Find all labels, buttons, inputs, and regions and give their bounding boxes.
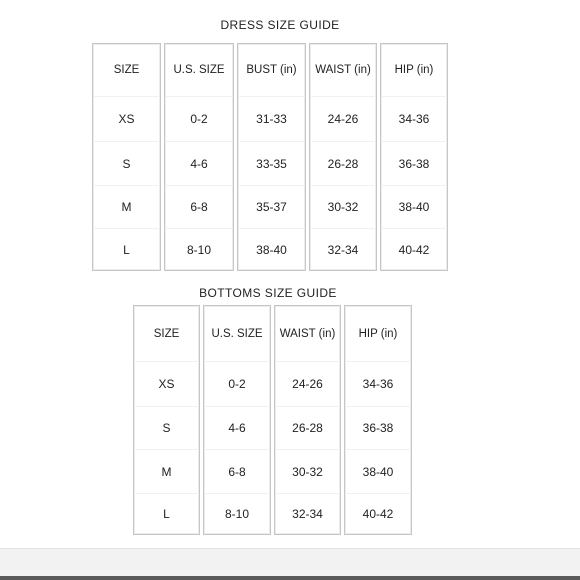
dress-size-table [92, 43, 448, 271]
dress-cell: 31-33 [238, 96, 305, 141]
bottoms-column-us-size [203, 305, 271, 535]
bottoms-header-hip: HIP (in) [358, 327, 398, 340]
dress-header-hip: HIP (in) [394, 64, 434, 76]
dress-cell: 33-35 [238, 141, 305, 185]
bottoms-column-size [133, 305, 200, 535]
dress-header-size: SIZE [113, 64, 140, 76]
dress-cell: 32-34 [310, 228, 376, 270]
dress-cell: 4-6 [165, 141, 233, 185]
dress-cell: 38-40 [381, 185, 447, 228]
dress-header-waist: WAIST (in) [315, 64, 371, 76]
dress-cell: 0-2 [165, 96, 233, 141]
dress-cell: 35-37 [238, 185, 305, 228]
bottoms-header-waist: WAIST (in) [279, 327, 336, 340]
bottoms-cell: M [134, 449, 199, 493]
bottoms-cell: 36-38 [345, 406, 411, 449]
bottoms-cell: XS [134, 361, 199, 406]
dress-cell: 36-38 [381, 141, 447, 185]
bottoms-header-size: SIZE [153, 327, 180, 340]
dress-cell: 30-32 [310, 185, 376, 228]
dress-column-bust [237, 43, 306, 271]
bottoms-header-us-size: U.S. SIZE [211, 327, 263, 340]
dress-cell: XS [93, 96, 160, 141]
page-bottom-edge [0, 576, 580, 580]
bottoms-column-waist [274, 305, 341, 535]
dress-column-waist [309, 43, 377, 271]
dress-cell: S [93, 141, 160, 185]
dress-column-us-size [164, 43, 234, 271]
dress-cell: 34-36 [381, 96, 447, 141]
dress-column-hip [380, 43, 448, 271]
dress-cell: 40-42 [381, 228, 447, 270]
bottoms-cell: 40-42 [345, 493, 411, 534]
bottoms-cell: 34-36 [345, 361, 411, 406]
dress-cell: 24-26 [310, 96, 376, 141]
bottoms-column-hip [344, 305, 412, 535]
dress-size-guide-title: DRESS SIZE GUIDE [220, 18, 340, 32]
bottoms-cell: S [134, 406, 199, 449]
bottoms-cell: 32-34 [275, 493, 340, 534]
bottoms-cell: L [134, 493, 199, 534]
dress-cell: 26-28 [310, 141, 376, 185]
bottoms-size-table [133, 305, 412, 535]
dress-cell: 38-40 [238, 228, 305, 270]
bottoms-size-guide-title: BOTTOMS SIZE GUIDE [199, 286, 337, 300]
dress-cell: 8-10 [165, 228, 233, 270]
dress-header-us-size: U.S. SIZE [173, 64, 225, 76]
dress-header-bust: BUST (in) [246, 64, 297, 76]
page-footer-band [0, 548, 580, 577]
bottoms-cell: 8-10 [204, 493, 270, 534]
bottoms-cell: 4-6 [204, 406, 270, 449]
bottoms-cell: 30-32 [275, 449, 340, 493]
bottoms-cell: 6-8 [204, 449, 270, 493]
dress-cell: M [93, 185, 160, 228]
bottoms-cell: 0-2 [204, 361, 270, 406]
dress-cell: 6-8 [165, 185, 233, 228]
bottoms-cell: 24-26 [275, 361, 340, 406]
dress-column-size [92, 43, 161, 271]
dress-cell: L [93, 228, 160, 270]
bottoms-cell: 38-40 [345, 449, 411, 493]
bottoms-cell: 26-28 [275, 406, 340, 449]
